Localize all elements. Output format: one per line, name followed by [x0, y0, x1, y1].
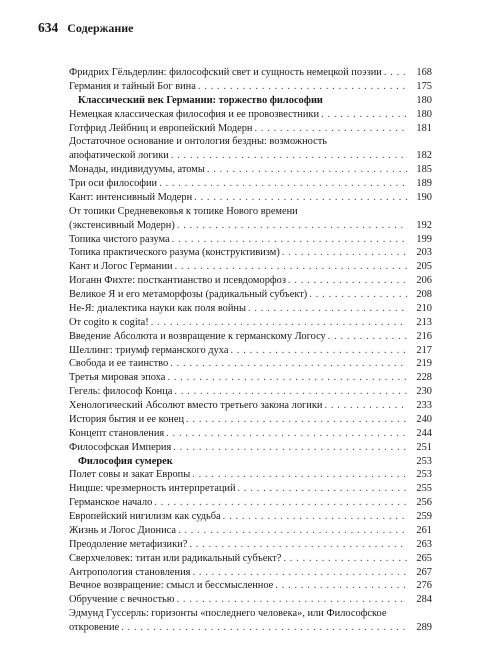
toc-entry-title: Три оси философии: [69, 178, 158, 189]
toc-entry-title: Немецкая классическая философия и ее провозвестники: [69, 108, 320, 120]
toc-page-number: 217: [416, 344, 432, 356]
toc-entry: [69, 510, 432, 524]
toc-entry-title: Германское начало: [69, 497, 153, 509]
dot-leader: [186, 413, 407, 427]
toc-entry: [69, 316, 432, 330]
dot-leader: [177, 593, 407, 607]
toc-page-number: 256: [416, 497, 432, 509]
toc-page-number: 259: [416, 511, 432, 522]
toc-section-heading: [69, 94, 432, 108]
toc-entry: [69, 191, 432, 205]
dot-leader: [384, 66, 407, 80]
toc-entry: [69, 246, 432, 260]
toc-entry-title: Кант и Логос Германии: [69, 261, 173, 273]
toc-page-number: 182: [416, 150, 432, 162]
toc-entry: [69, 177, 432, 191]
toc-page-number: 261: [416, 524, 432, 536]
toc-page-number: 219: [416, 358, 432, 370]
toc-entry-title: откровение: [69, 622, 120, 633]
toc-page-number: 185: [416, 164, 432, 176]
toc-page-number: 175: [416, 80, 432, 92]
toc-entry-title: Ницше: чрезмерность интерпретаций: [69, 483, 236, 495]
toc-entry: [69, 482, 432, 496]
toc-entry: [69, 122, 432, 136]
dot-leader: [175, 455, 407, 469]
toc-entry: [69, 566, 432, 580]
toc-section-heading: [69, 455, 432, 469]
toc-entry: [69, 233, 432, 247]
dot-leader: [198, 80, 407, 94]
toc-entry-title: Иоганн Фихте: посткантианство и псевдоморфоз: [69, 275, 286, 287]
dot-leader: [248, 302, 407, 316]
dot-leader: [328, 330, 407, 344]
toc-entry: [69, 80, 432, 94]
toc-entry-title: История бытия и ее конец: [69, 413, 185, 425]
dot-leader: [173, 441, 407, 455]
toc-entry: [69, 219, 432, 233]
toc-page-number: 180: [416, 94, 432, 106]
toc-entry-title: (экстенсивный Модерн): [69, 219, 175, 231]
toc-page-number: 181: [416, 122, 432, 134]
dot-leader: [177, 219, 407, 233]
toc-entry-title: Шеллинг: триумф германского духа: [69, 344, 229, 356]
toc-entry-title: Кант: интенсивный Модерн: [69, 191, 193, 203]
toc-entry-title: От топики Средневековья к топике Нового времени: [69, 205, 298, 217]
toc-page-number: 180: [416, 108, 432, 120]
toc-page-number: 192: [416, 219, 432, 231]
toc-entry: [69, 344, 432, 358]
toc-entry-title: Хенологический Абсолют вместо третьего закона логики: [69, 400, 323, 411]
toc-entry: [69, 579, 432, 593]
dot-leader: [223, 510, 407, 524]
toc-entry: [69, 538, 432, 552]
toc-entry-title: Философия сумерек: [78, 455, 173, 467]
dot-leader: [166, 427, 407, 441]
toc-page-number: 233: [416, 400, 432, 411]
dot-leader: [194, 191, 407, 205]
dot-leader: [324, 399, 407, 413]
toc-page-number: 206: [416, 275, 432, 287]
table-of-contents: [69, 66, 432, 635]
toc-page-number: 213: [416, 316, 432, 328]
toc-entry-title: Антропология становления: [69, 566, 191, 578]
toc-entry-title: Готфрид Лейбниц и европейский Модерн: [69, 122, 253, 134]
toc-entry: [69, 413, 432, 427]
dot-leader: [283, 552, 407, 566]
toc-page-number: 189: [416, 178, 432, 189]
dot-leader: [175, 260, 407, 274]
toc-entry-title: Третья мировая эпоха: [69, 372, 166, 384]
dot-leader: [121, 621, 407, 635]
toc-page-number: 253: [416, 469, 432, 481]
toc-page-number: 244: [416, 427, 432, 439]
toc-page-number: 276: [416, 580, 432, 592]
toc-entry-title: Свобода и ее таинство: [69, 358, 169, 370]
toc-entry-title: апофатической логики: [69, 150, 169, 162]
toc-entry: [69, 441, 432, 455]
toc-entry: [69, 149, 432, 163]
dot-leader: [154, 496, 407, 510]
dot-leader: [288, 274, 407, 288]
toc-page-number: 205: [416, 261, 432, 273]
toc-entry-title: От cogito к cogita!: [69, 316, 149, 328]
toc-entry: [69, 163, 432, 177]
toc-page-number: 267: [416, 566, 432, 578]
dot-leader: [174, 385, 407, 399]
toc-entry: [69, 302, 432, 316]
dot-leader: [309, 288, 407, 302]
toc-entry: [69, 427, 432, 441]
toc-entry-title: Жизнь и Логос Диониса: [69, 524, 176, 536]
toc-entry-title: Гегель: философ Конца: [69, 386, 173, 398]
dot-leader: [167, 371, 407, 385]
toc-entry: [69, 496, 432, 510]
toc-entry: [69, 274, 432, 288]
toc-entry-title: Введение Абсолюта и возвращение к германскому Логосу: [69, 330, 326, 342]
toc-page-number: 168: [416, 67, 432, 78]
toc-page-number: 228: [416, 372, 432, 384]
dot-leader: [192, 468, 407, 482]
toc-entry-title: Сверхчеловек: титан или радикальный субъект?: [69, 552, 282, 564]
toc-entry: [69, 468, 432, 482]
toc-page-number: 289: [416, 622, 432, 633]
page-header: [38, 20, 134, 36]
toc-page-number: 199: [416, 233, 432, 245]
dot-leader: [178, 524, 407, 538]
dot-leader: [189, 538, 407, 552]
dot-leader: [321, 108, 407, 122]
dot-leader: [255, 122, 408, 136]
dot-leader: [159, 177, 407, 191]
toc-entry: [69, 357, 432, 371]
toc-entry-title: Концепт становления: [69, 427, 165, 439]
toc-entry: [69, 205, 432, 219]
toc-page-number: 230: [416, 386, 432, 398]
toc-entry-title: Германия и тайный Бог вина: [69, 80, 196, 92]
dot-leader: [171, 149, 407, 163]
toc-entry-title: Эдмунд Гуссерль: горизонты «последнего человека», или Философское: [69, 608, 387, 620]
toc-page-number: 255: [416, 483, 432, 495]
toc-page-number: 210: [416, 302, 432, 314]
toc-page-number: 265: [416, 552, 432, 564]
toc-page-number: 240: [416, 413, 432, 425]
toc-entry-title: Полет совы и закат Европы: [69, 469, 191, 481]
toc-entry: [69, 330, 432, 344]
toc-entry: [69, 621, 432, 635]
dot-leader: [230, 344, 407, 358]
toc-entry-title: Обручение с вечностью: [69, 594, 175, 606]
toc-entry-title: Великое Я и его метаморфозы (радикальный субъект): [69, 289, 308, 300]
toc-page-number: 216: [416, 330, 432, 342]
toc-page-number: 190: [416, 191, 432, 203]
toc-entry: [69, 108, 432, 122]
toc-entry: [69, 260, 432, 274]
toc-page-number: 253: [416, 455, 432, 467]
toc-page-number: 208: [416, 289, 432, 300]
page-number: 634: [38, 20, 59, 35]
toc-entry: [69, 607, 432, 621]
toc-entry-title: Преодоление метафизики?: [69, 538, 188, 550]
running-title: Содержание: [67, 21, 134, 35]
toc-entry: [69, 288, 432, 302]
toc-entry-title: Не-Я: диалектика науки как поля войны: [69, 302, 246, 314]
toc-entry-title: Фридрих Гёльдерлин: философский свет и сущность немецкой поэзии: [69, 67, 382, 78]
toc-entry: [69, 385, 432, 399]
toc-entry: [69, 371, 432, 385]
toc-entry: [69, 66, 432, 80]
dot-leader: [282, 246, 407, 260]
dot-leader: [172, 233, 407, 247]
dot-leader: [207, 163, 407, 177]
toc-entry: [69, 524, 432, 538]
toc-entry-title: Достаточное основание и онтология бездны: возможность: [69, 136, 328, 148]
dot-leader: [275, 579, 407, 593]
dot-leader: [170, 357, 407, 371]
toc-page-number: 263: [416, 538, 432, 550]
toc-entry-title: Вечное возвращение: смысл и бессмысленное: [69, 580, 274, 592]
dot-leader: [238, 482, 407, 496]
toc-entry-title: Топика чистого разума: [69, 233, 170, 245]
toc-page-number: 203: [416, 247, 432, 259]
dot-leader: [325, 94, 407, 108]
toc-page-number: 284: [416, 594, 432, 606]
dot-leader: [192, 566, 407, 580]
toc-page-number: 251: [416, 441, 432, 453]
toc-entry-title: Монады, индивидуумы, атомы: [69, 164, 205, 176]
dot-leader: [151, 316, 407, 330]
toc-entry: [69, 399, 432, 413]
toc-entry: [69, 552, 432, 566]
toc-entry-title: Философская Империя: [69, 441, 172, 453]
toc-entry: [69, 135, 432, 149]
toc-entry-title: Классический век Германии: торжество философии: [78, 94, 323, 106]
toc-entry: [69, 593, 432, 607]
toc-entry-title: Топика практического разума (конструктивизм): [69, 247, 280, 259]
toc-entry-title: Европейский нигилизм как судьба: [69, 511, 221, 522]
